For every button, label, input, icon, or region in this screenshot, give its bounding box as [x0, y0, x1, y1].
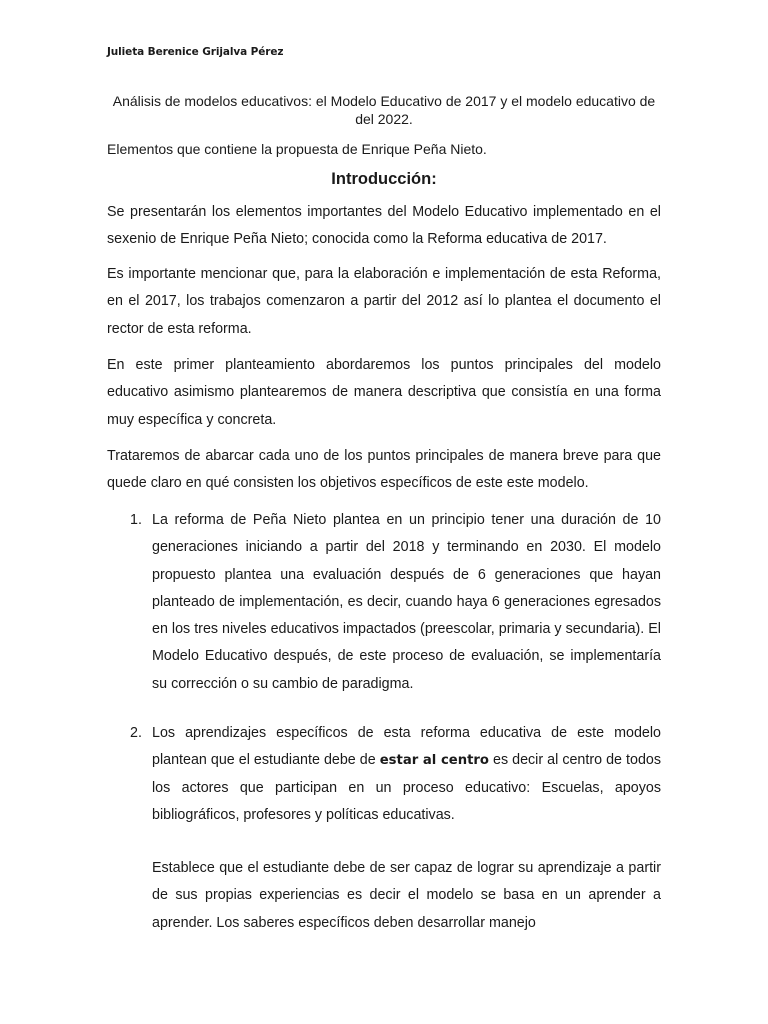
paragraph: Es importante mencionar que, para la elaboración e implementación de esta Reforma, en el 2017, los trabajos comenzaron a partir del 2012 así lo plantea el documento el rector de esta reforma.: [107, 266, 661, 337]
emphasis-text: estar al centro: [379, 753, 489, 769]
paragraph: Se presentarán los elementos importantes del Modelo Educativo implementado en el sexenio de Enrique Peña Nieto; conocida como la Reforma educativa de 2017.: [107, 204, 661, 248]
list-number: 1.: [130, 512, 142, 528]
list-text: Los aprendizajes específicos de esta reforma educativa de este modelo plantean que el estudiante debe de estar al centro es decir al centro de todos los actores que participan en un proceso educativo: Escuelas, apoyos bibliográficos, profesores y políticas educativas.: [152, 725, 661, 823]
paragraph: Trataremos de abarcar cada uno de los puntos principales de manera breve para que quede claro en qué consisten los objetivos específicos de este este modelo.: [107, 448, 661, 492]
continuation-paragraph: Establece que el estudiante debe de ser capaz de lograr su aprendizaje a partir de sus propias experiencias es decir el modelo se basa en un aprender a aprender. Los saberes específicos deben desarrollar manejo: [152, 860, 661, 931]
author-name: Julieta Berenice Grijalva Pérez: [107, 46, 284, 58]
document-title: Análisis de modelos educativos: el Modelo Educativo de 2017 y el modelo educativo de del 2022.: [112, 93, 656, 127]
list-number: 2.: [130, 725, 142, 741]
document-subtitle: Elementos que contiene la propuesta de Enrique Peña Nieto.: [107, 141, 487, 157]
list-text: La reforma de Peña Nieto plantea en un principio tener una duración de 10 generaciones iniciando a partir del 2018 y terminando en 2030. El modelo propuesto plantea una evaluación después de 6 generaciones que hayan planteado de implementación, es decir, cuando haya 6 generaciones egresados en los tres niveles educativos impactados (preescolar, primaria y secundaria). El Modelo Educativo después, de este proceso de evaluación, se implementaría su corrección o su cambio de paradigma.: [152, 512, 661, 692]
paragraph: En este primer planteamiento abordaremos los puntos principales del modelo educativo asimismo plantearemos de manera descriptiva que consistía en una forma muy específica y concreta.: [107, 357, 661, 428]
section-heading: Introducción:: [331, 170, 437, 188]
